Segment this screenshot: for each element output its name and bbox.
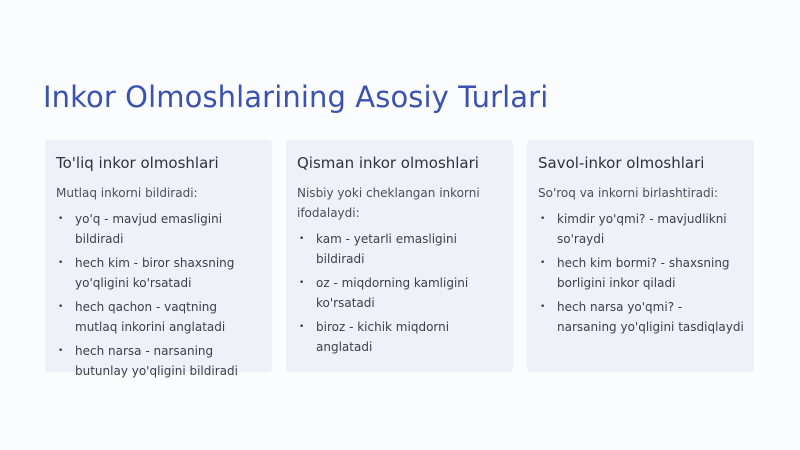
bullet-icon: • <box>299 322 305 332</box>
list-item <box>297 317 503 357</box>
list-item-text: hech kim bormi? - shaxsning borligini inkor qiladi <box>557 256 730 290</box>
list-item <box>538 297 744 337</box>
card-description: Nisbiy yoki cheklangan inkorni ifodalaydi: <box>297 186 480 220</box>
list-item-text: biroz - kichik miqdorni anglatadi <box>316 320 450 354</box>
list-item-text: hech narsa - narsaning butunlay yo'qligini bildiradi <box>75 344 238 378</box>
card-question-negation <box>527 140 754 372</box>
list-item <box>56 253 262 293</box>
list-item <box>297 229 503 269</box>
list-item <box>56 209 262 249</box>
item-list <box>297 229 503 357</box>
card-partial-negation <box>286 140 513 372</box>
list-item-text: hech kim - biror shaxsning yo'qligini ko'rsatadi <box>75 256 235 290</box>
list-item-text: kimdir yo'qmi? - mavjudlikni so'raydi <box>557 212 727 246</box>
bullet-icon: • <box>58 214 64 224</box>
card-title: Savol-inkor olmoshlari <box>538 154 705 172</box>
item-list <box>538 209 744 337</box>
list-item-text: oz - miqdorning kamligini ko'rsatadi <box>316 276 469 310</box>
card-description: So'roq va inkorni birlashtiradi: <box>538 186 718 200</box>
list-item-text: kam - yetarli emasligini bildiradi <box>316 232 457 266</box>
list-item-text: hech qachon - vaqtning mutlaq inkorini anglatadi <box>75 300 226 334</box>
bullet-icon: • <box>58 258 64 268</box>
list-item <box>56 297 262 337</box>
page-title: Inkor Olmoshlarining Asosiy Turlari <box>43 80 549 114</box>
card-full-negation <box>45 140 272 378</box>
list-item <box>538 253 744 293</box>
card-title: Qisman inkor olmoshlari <box>297 154 479 172</box>
item-list <box>56 209 262 381</box>
bullet-icon: • <box>540 258 546 268</box>
card-title: To'liq inkor olmoshlari <box>56 154 219 172</box>
bullet-icon: • <box>540 302 546 312</box>
bullet-icon: • <box>58 302 64 312</box>
list-item-text: hech narsa yo'qmi? - narsaning yo'qligini tasdiqlaydi <box>557 300 744 334</box>
bullet-icon: • <box>299 234 305 244</box>
list-item-text: yo'q - mavjud emasligini bildiradi <box>75 212 223 246</box>
cards-container <box>45 140 754 378</box>
card-description: Mutlaq inkorni bildiradi: <box>56 186 198 200</box>
bullet-icon: • <box>58 346 64 356</box>
list-item <box>56 341 262 381</box>
bullet-icon: • <box>299 278 305 288</box>
bullet-icon: • <box>540 214 546 224</box>
list-item <box>538 209 744 249</box>
list-item <box>297 273 503 313</box>
